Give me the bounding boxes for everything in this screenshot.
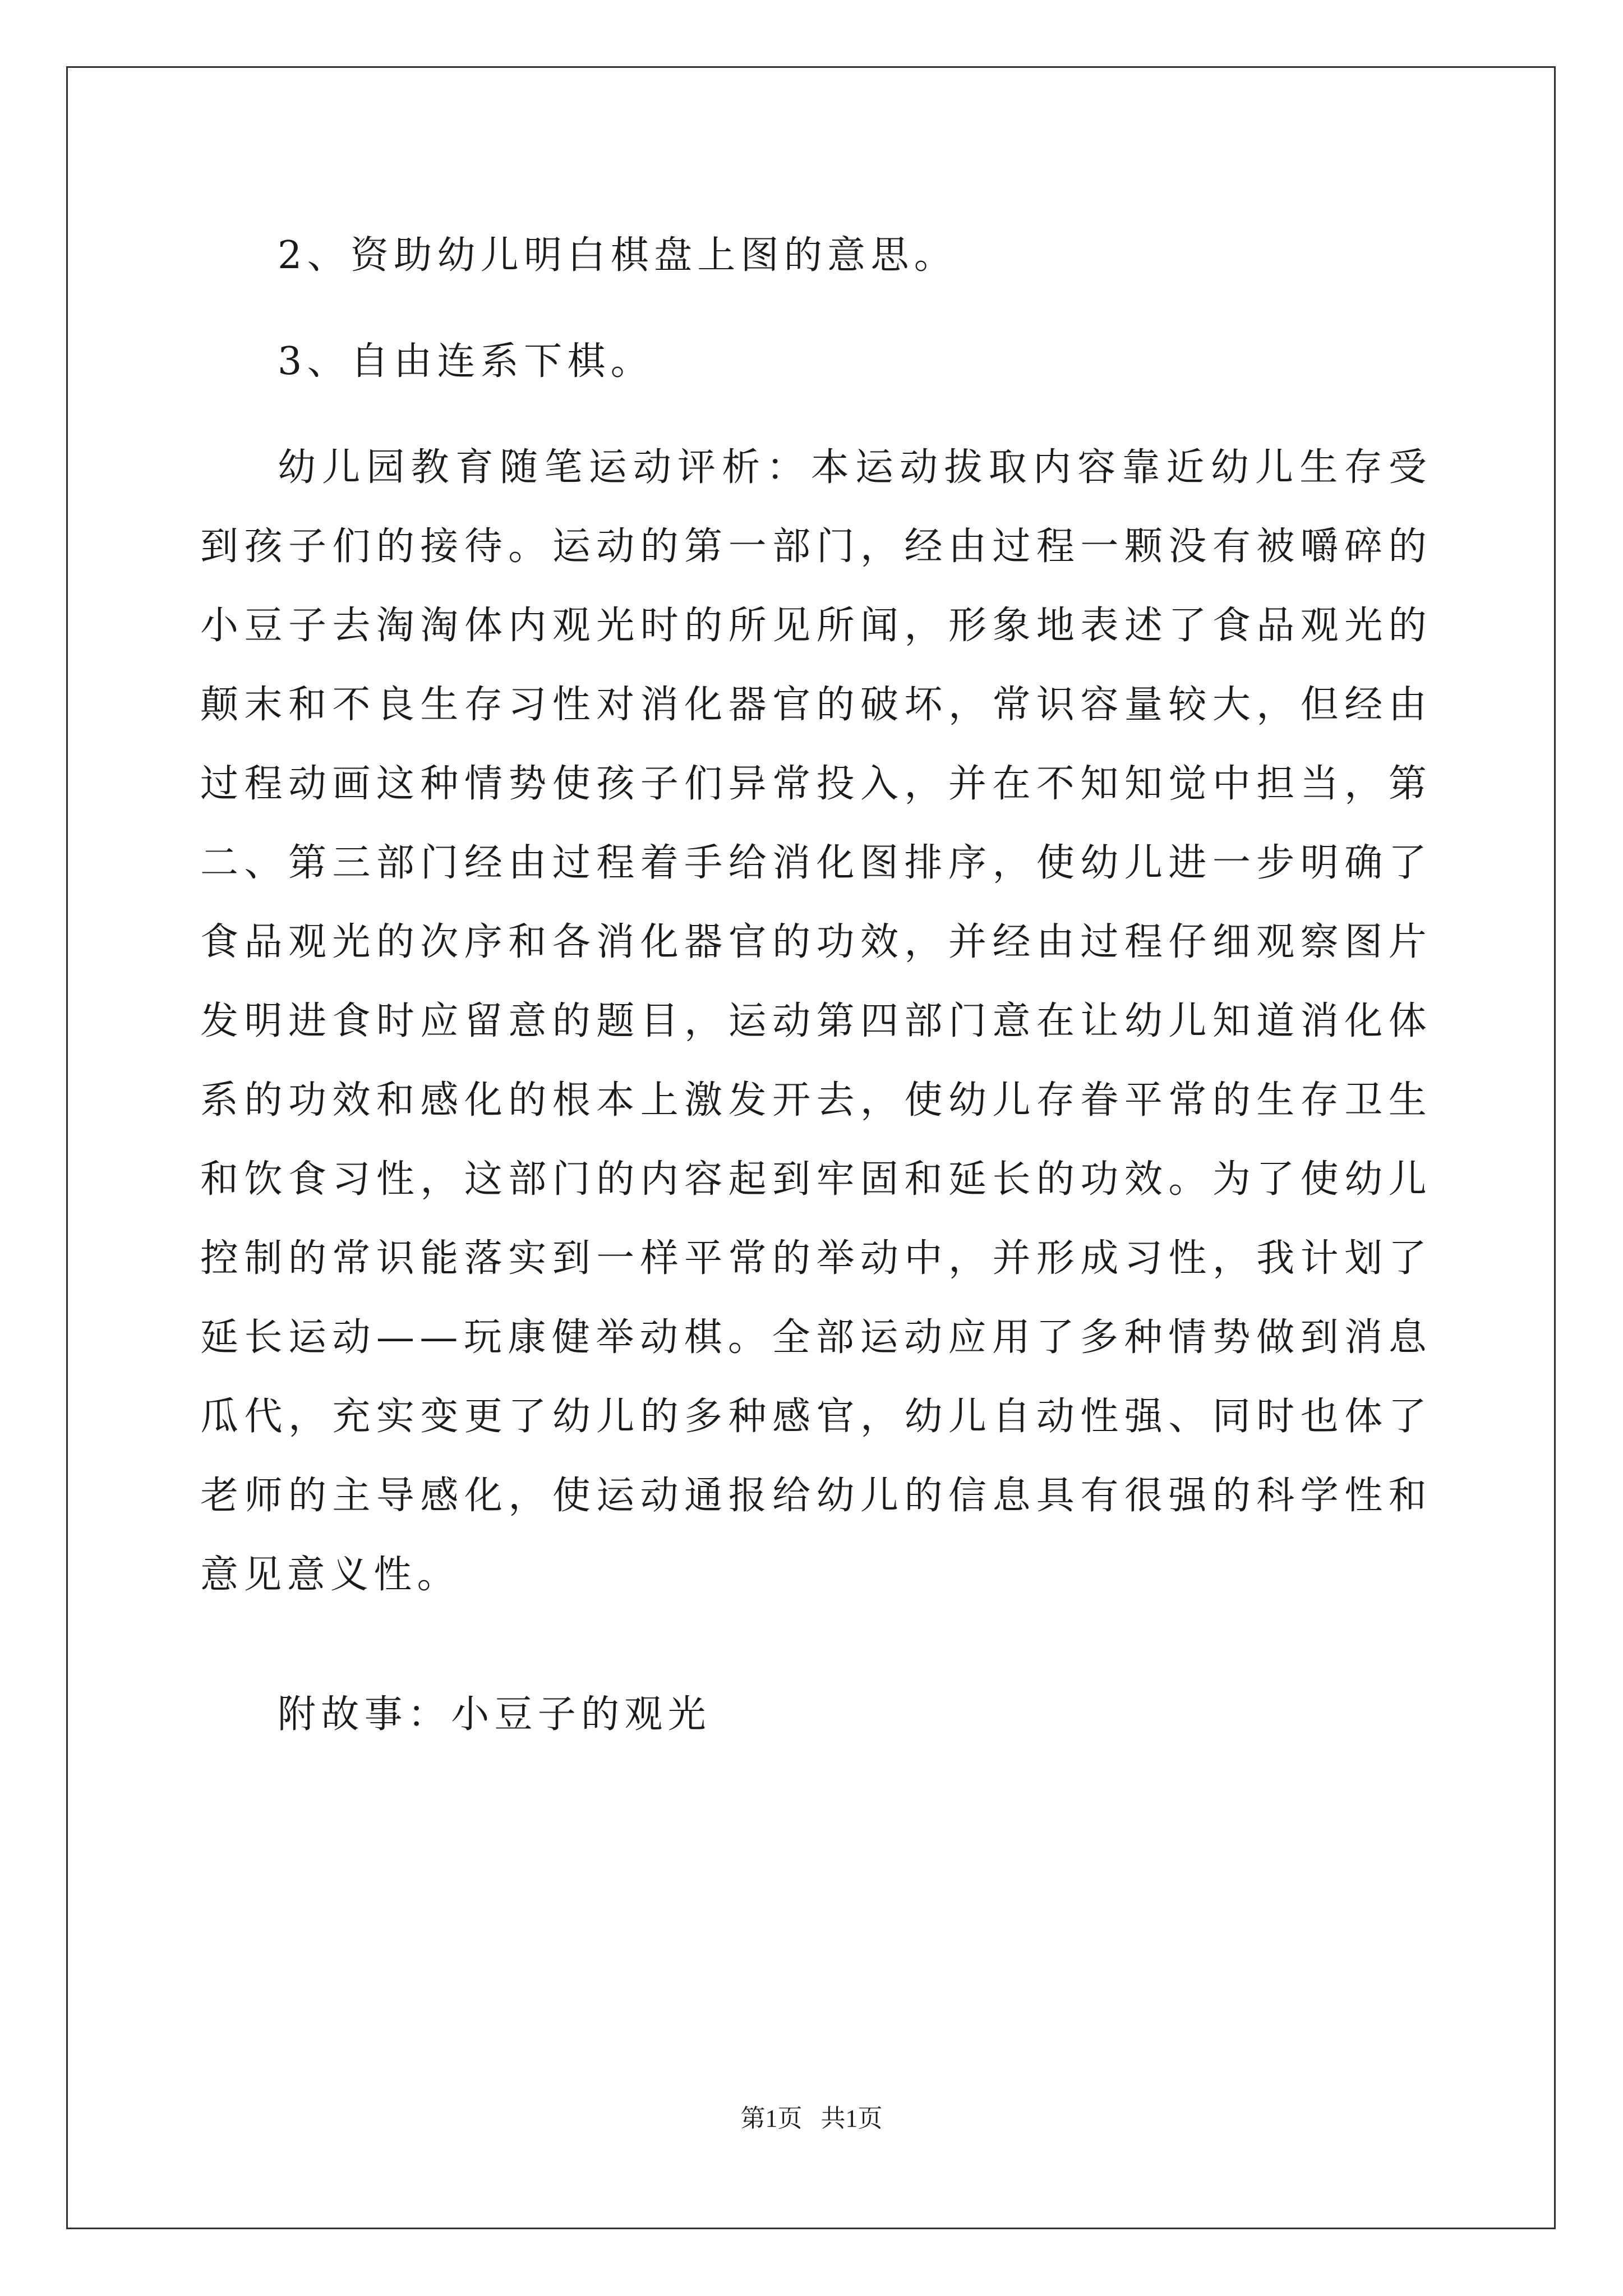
- paragraph-appendix-story: 附故事：小豆子的观光: [278, 1692, 712, 1737]
- document-body: [200, 216, 1432, 1754]
- page-footer: 第1页 共1页: [740, 2105, 883, 2132]
- paragraph-activity-analysis: 幼儿园教育随笔运动评析：本运动拔取内容靠近幼儿生存受到孩子们的接待。运动的第一部门，经由过程一颗没有被嚼碎的小豆子去淘淘体内观光时的所见所闻，形象地表述了食品观光的颠末和不良生存习性对消化器官的破坏，常识容量较大，但经由过程动画这种情势使孩子们异常投入，并在不知知觉中担当，第二、第三部门经由过程着手给消化图排序，使幼儿进一步明确了食品观光的次序和各消化器官的功效，并经由过程仔细观察图片发明进食时应留意的题目，运动第四部门意在让幼儿知道消化体系的功效和感化的根本上激发开去，使幼儿存眷平常的生存卫生和饮食习性，这部门的内容起到牢固和延长的功效。为了使幼儿控制的常识能落实到一样平常的举动中，并形成习性，我计划了延长运动——玩康健举动棋。全部运动应用了多种情势做到消息瓜代，充实变更了幼儿的多种感官，幼儿自动性强、同时也体了老师的主导感化，使运动通报给幼儿的信息具有很强的科学性和意见意义性。: [200, 445, 1432, 1597]
- paragraph-step-2: 2、资助幼儿明白棋盘上图的意思。: [278, 233, 958, 278]
- paragraph-step-3: 3、自由连系下棋。: [278, 339, 654, 384]
